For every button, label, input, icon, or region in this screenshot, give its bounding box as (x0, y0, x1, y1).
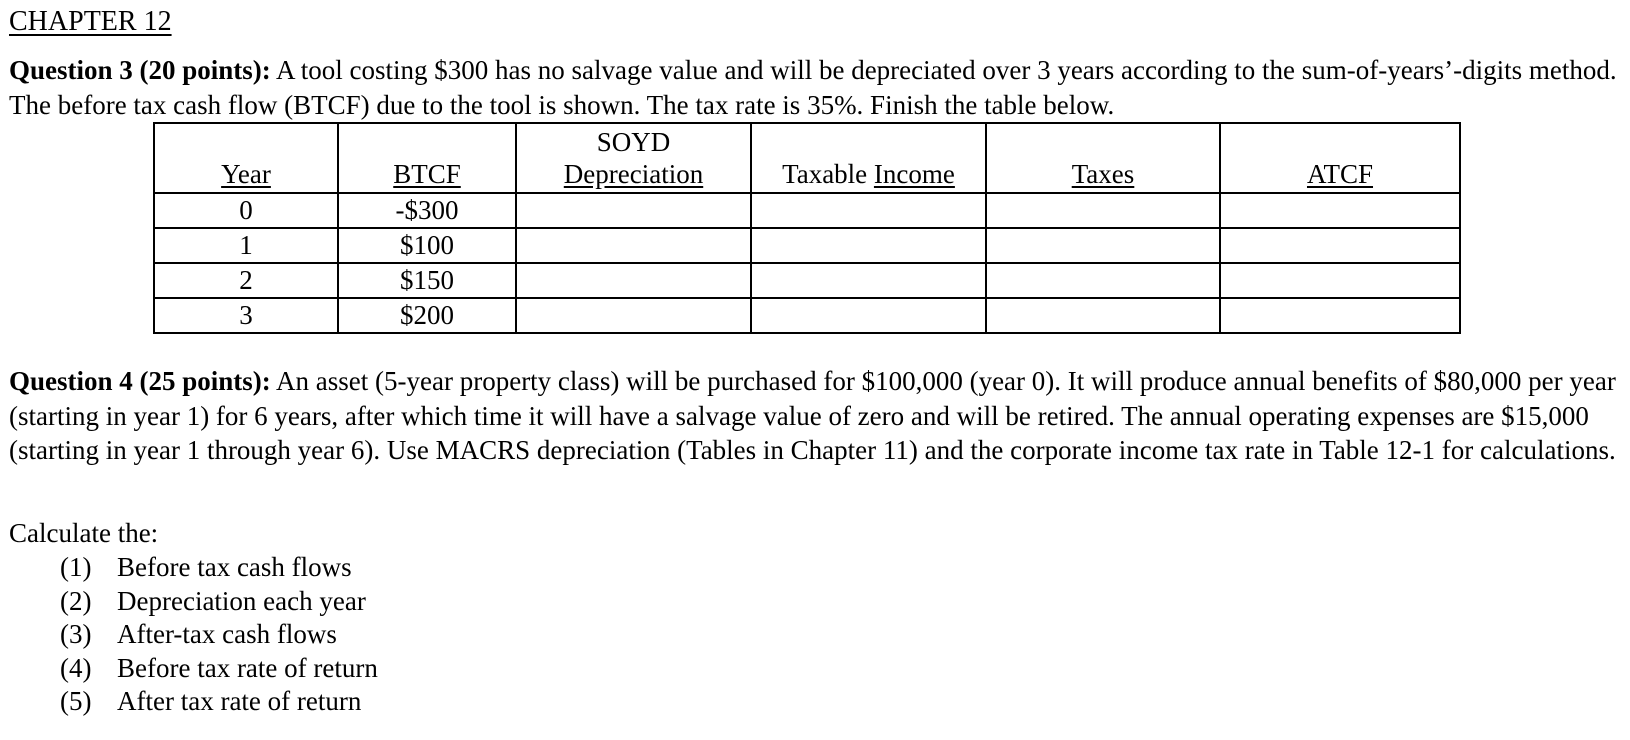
list-item (60, 685, 378, 719)
cell-taxes[interactable] (986, 228, 1220, 263)
header-taxable-income: Taxable Income (751, 123, 986, 193)
table-row (154, 263, 1460, 298)
cell-btcf: $100 (338, 228, 516, 263)
list-item (60, 551, 378, 585)
question-4-label: Question 4 (25 points): (9, 366, 271, 396)
list-item-number: (5) (60, 686, 92, 716)
cell-taxes[interactable] (986, 193, 1220, 228)
cell-depreciation[interactable] (516, 263, 751, 298)
q3-table (153, 122, 1461, 334)
header-taxes: Taxes (986, 123, 1220, 193)
cell-year: 3 (154, 298, 338, 333)
table-row (154, 298, 1460, 333)
question-3-body: A tool costing $300 has no salvage value and will be depreciated over 3 years according to the sum-of-years’-digits method. The before tax cash flow (BTCF) due to the tool is shown. The tax rate is 35%. Finish the table below. (9, 55, 1617, 120)
cell-btcf: $200 (338, 298, 516, 333)
cell-taxable-income[interactable] (751, 298, 986, 333)
chapter-title: CHAPTER 12 (9, 6, 172, 37)
cell-taxable-income[interactable] (751, 263, 986, 298)
cell-taxable-income[interactable] (751, 228, 986, 263)
list-item (60, 652, 378, 686)
cell-year: 0 (154, 193, 338, 228)
question-4-body: An asset (5-year property class) will be purchased for $100,000 (year 0). It will produce annual benefits of $80,000 per year (starting in year 1) for 6 years, after which time it will have a salvage value of zero and will be retired. The annual operating expenses are $15,000 (starting in year 1 through year 6). Use MACRS depreciation (Tables in Chapter 11) and the corporate income tax rate in Table 12-1 for calculations. (9, 366, 1616, 465)
list-item-text: Depreciation each year (117, 585, 366, 616)
calculate-intro: Calculate the: (9, 518, 159, 548)
cell-depreciation[interactable] (516, 298, 751, 333)
cell-taxable-income[interactable] (751, 193, 986, 228)
list-item (60, 618, 378, 652)
list-item-number: (4) (60, 652, 92, 683)
list-item (60, 585, 378, 619)
list-item-text: After tax rate of return (117, 686, 362, 716)
list-item-number: (3) (60, 619, 92, 649)
cell-atcf[interactable] (1220, 298, 1460, 333)
list-item-text: Before tax rate of return (117, 652, 378, 683)
list-item-number: (1) (60, 552, 92, 582)
cell-depreciation[interactable] (516, 228, 751, 263)
cell-atcf[interactable] (1220, 228, 1460, 263)
question-3-label: Question 3 (20 points): (9, 55, 271, 85)
header-btcf: BTCF (338, 123, 516, 193)
header-year: Year (154, 123, 338, 193)
header-atcf: ATCF (1220, 123, 1460, 193)
cell-taxes[interactable] (986, 298, 1220, 333)
cell-btcf: $150 (338, 263, 516, 298)
table-row (154, 228, 1460, 263)
list-item-text: Before tax cash flows (117, 552, 352, 582)
cell-atcf[interactable] (1220, 193, 1460, 228)
calculation-list (60, 551, 378, 719)
list-item-text: After-tax cash flows (117, 619, 337, 649)
question-4-text (9, 364, 1619, 468)
question-3-text (9, 53, 1619, 122)
table-header-row (154, 123, 1460, 193)
list-item-number: (2) (60, 585, 92, 616)
table-row (154, 193, 1460, 228)
cell-year: 2 (154, 263, 338, 298)
cell-atcf[interactable] (1220, 263, 1460, 298)
cell-year: 1 (154, 228, 338, 263)
cell-depreciation[interactable] (516, 193, 751, 228)
cell-taxes[interactable] (986, 263, 1220, 298)
header-soyd-depreciation: SOYD Depreciation (516, 123, 751, 193)
cell-btcf: -$300 (338, 193, 516, 228)
